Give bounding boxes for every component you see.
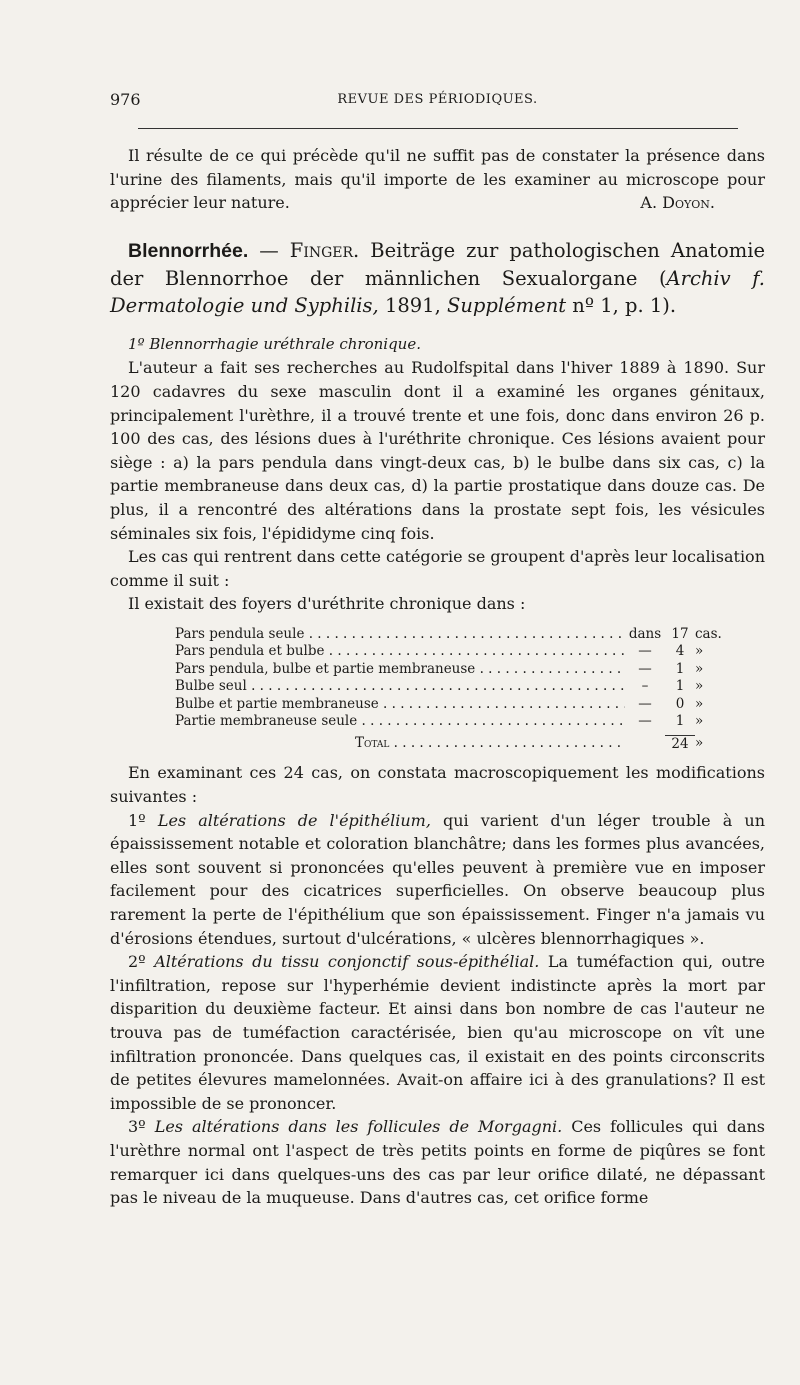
article-supplement: Supplément	[447, 293, 567, 317]
row-unit: »	[695, 660, 704, 677]
paragraph-foci: Il existait des foyers d'uréthrite chronique dans :	[128, 594, 526, 614]
header-rule	[138, 128, 738, 129]
body-text	[110, 144, 765, 1210]
item-number: 1º	[128, 810, 158, 830]
total-unit: »	[695, 734, 704, 751]
row-prefix: —	[638, 695, 652, 712]
row-prefix: –	[641, 678, 649, 695]
table-row	[175, 678, 735, 696]
item-number: 2º	[128, 952, 155, 972]
row-unit: cas.	[695, 625, 722, 642]
row-prefix: —	[638, 713, 652, 730]
signature: A. Doyon.	[640, 193, 715, 213]
row-count: 0	[675, 695, 685, 712]
page-number: 976	[110, 90, 141, 109]
row-label: Bulbe et partie membraneuse . . .	[175, 696, 625, 714]
row-count: 1	[675, 660, 685, 677]
article-title-text: Beiträge zur pathologischen Anatomie der Blennorrhoe der männlichen Sexualorgane (	[110, 238, 765, 290]
total-label: Total . . .	[175, 735, 625, 754]
item-text: La tuméfaction qui, outre l'infiltration, repose sur l'hyperhémie devient indistincte après la mort par disparition du deuxième facteur. Et ainsi dans bon nombre de cas l'auteur ne trouva pas de tuméfaction caractérisée, bien qu'au microscope on vît une infiltration prononcée. Dans quelques cas, il existait en des points circonscrits de petites élevures mamelonnées. Avait-on affaire ici à des granulations? Il est impossible de se prononcer.	[110, 952, 765, 1113]
row-label: Bulbe seul . . .	[175, 678, 625, 696]
table-total-row	[175, 735, 735, 754]
row-label: Pars pendula seule . . .	[175, 626, 625, 644]
table-row	[175, 643, 735, 661]
row-count: 1	[675, 678, 685, 695]
item-text: qui varient d'un léger trouble à un épaississement notable et coloration blanchâtre; dans les formes plus avancées, elles sont souvent si prononcées qu'elles peuvent à première vue en imposer facilement pour des cicatrices superficielles. On observe beaucoup plus rarement la perte de l'épithélium que son épaississement. Finger n'a jamais vu d'érosions étendues, surtout d'ulcérations, « ulcères blennorrhagiques ».	[110, 810, 765, 948]
paragraph-epithelium	[110, 809, 765, 951]
article-heading: Blennorrhée.	[128, 239, 249, 262]
article-title: Blennorrhée. — Finger. Beiträge zur pathologischen Anatomie der Blennorrhoe der männlichen Sexualorgane (Archiv f. Dermatologie und Syphilis, 1891, Supplément nº 1, p. 1).	[110, 238, 765, 317]
table-row	[175, 696, 735, 714]
row-label: Pars pendula, bulbe et partie membraneuse . . .	[175, 661, 625, 679]
item-text: Ces follicules qui dans l'urèthre normal ont l'aspect de très petits points en forme de piqûres se font remarquer ici dans quelques-uns des cas par leur orifice dilaté, ne dépassant pas le niveau de la muqueuse. Dans d'autres cas, cet orifice forme	[110, 1117, 765, 1208]
intro-text: Il résulte de ce qui précède qu'il ne suffit pas de constater la présence dans l'urine des filaments, mais qu'il importe de les examiner au microscope pour apprécier leur nature.	[110, 146, 765, 213]
article-issue: nº 1, p. 1).	[566, 293, 677, 317]
row-count: 17	[671, 625, 689, 642]
row-count: 1	[675, 713, 685, 730]
total-count: 24	[665, 735, 695, 754]
row-unit: »	[695, 678, 704, 695]
item-title: Les altérations de l'épithélium,	[157, 810, 431, 830]
row-prefix: —	[638, 643, 652, 660]
row-label: Pars pendula et bulbe . . .	[175, 643, 625, 661]
paragraph-grouping: Les cas qui rentrent dans cette catégorie se groupent d'après leur localisation comme il suit :	[110, 547, 765, 590]
row-unit: »	[695, 713, 704, 730]
article-journal: Archiv f. Dermatologie und Syphilis,	[110, 266, 765, 317]
item-title: Les altérations dans les follicules de Morgagni.	[154, 1117, 563, 1137]
running-head	[110, 90, 765, 110]
article-author: Finger.	[289, 238, 360, 262]
row-unit: »	[695, 643, 704, 660]
article-year: 1891,	[378, 293, 447, 317]
row-unit: »	[695, 695, 704, 712]
row-prefix: —	[638, 660, 652, 677]
section-heading: 1º Blennorrhagie uréthrale chronique.	[128, 334, 421, 353]
table-row	[175, 626, 735, 644]
paragraph-follicles	[110, 1115, 765, 1209]
row-label: Partie membraneuse seule . . .	[175, 713, 625, 731]
lesion-table	[175, 626, 735, 754]
table-row	[175, 713, 735, 731]
row-count: 4	[675, 643, 685, 660]
table-row	[175, 661, 735, 679]
paragraph-connective-tissue	[110, 950, 765, 1115]
item-number: 3º	[128, 1117, 155, 1137]
paragraph-modifications: En examinant ces 24 cas, on constata macroscopiquement les modifications suivantes :	[110, 763, 765, 806]
item-title: Altérations du tissu conjonctif sous-épithélial.	[154, 952, 540, 972]
running-title: REVUE DES PÉRIODIQUES.	[337, 92, 538, 107]
paragraph-research: L'auteur a fait ses recherches au Rudolfspital dans l'hiver 1889 à 1890. Sur 120 cadavres du sexe masculin dont il a examiné les organes génitaux, principalement l'urèthre, il a trouvé trente et une fois, donc dans environ 26 p. 100 des cas, des lésions dues à l'uréthrite chronique. Ces lésions avaient pour siège : a) la pars pendula dans vingt-deux cas, b) le bulbe dans six cas, c) la partie membraneuse dans deux cas, d) la partie prostatique dans douze cas. De plus, il a rencontré des altérations dans la prostate sept fois, les vésicules séminales six fois, l'épididyme cinq fois.	[110, 358, 765, 543]
row-prefix: dans	[628, 625, 662, 642]
